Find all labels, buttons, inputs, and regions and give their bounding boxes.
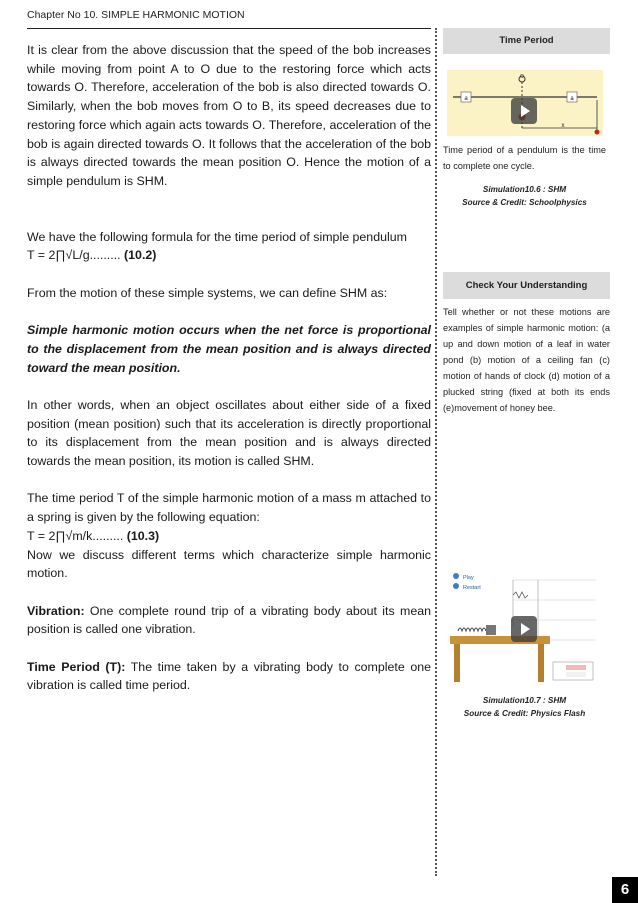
mean-position-label: O (520, 74, 524, 80)
paragraph-spring-intro: The time period T of the simple harmonic motion of a mass m attached to a spring is given by the following equation: (27, 491, 431, 525)
formula-spring-tag: (10.3) (126, 528, 160, 543)
time-period-title: Time Period (443, 28, 610, 54)
check-understanding-box (443, 272, 610, 416)
simulation-10-7-caption: Simulation10.7 : SHM (482, 696, 567, 705)
paragraph-pendulum-shm: It is clear from the above discussion that the speed of the bob increases while moving from point A to O due to the restoring force which acts towards O. Therefore, acceleration of the bob is also directed towards O. Similarly, when the bob moves from O to B, its speed decreases due to restoring force which again acts towards O. Therefore, acceleration of the bob is again directed towards O. It follows that the acceleration of the bob is always directed towards the mean position O. Hence the motion of a simple pendulum is SHM. (27, 43, 431, 188)
vibration-term: Vibration: (27, 603, 85, 618)
page-number: 6 (612, 877, 638, 903)
formula-spring (27, 527, 431, 546)
paragraph-formula-intro: We have the following formula for the time period of simple pendulum (27, 229, 407, 244)
paragraph-other-words: In other words, when an object oscillates about either side of a fixed position (mean position) such that its acceleration is directly proportional to its displacement from the mean position and is always directed towards the mean position, its motion is called SHM. (27, 397, 431, 469)
header-rule (27, 28, 431, 29)
play-label: Play (463, 575, 474, 581)
paragraph-define-intro: From the motion of these simple systems, we can define SHM as: (27, 285, 388, 300)
time-period-definition (27, 658, 431, 695)
simulation-10-6-credit: Source & Credit: Schoolphysics (462, 198, 587, 207)
time-period-text: Time period of a pendulum is the time to complete one cycle. (443, 145, 606, 171)
point-a-right-label: a (570, 96, 574, 102)
formula-pendulum (27, 246, 431, 265)
column-divider (435, 28, 437, 876)
paragraph-terms-intro: Now we discuss different terms which characterize simple harmonic motion. (27, 547, 431, 581)
check-understanding-text: Tell whether or not these motions are examples of simple harmonic motion: (a up and down motion of a leaf in water pond (b) motion of a ceiling fan (c) motion of hands of clock (d) motion of a plucked string (fixed at both its ends (e)movement of honey bee. (443, 307, 610, 413)
time-period-box (443, 28, 610, 207)
formula-spring-expr: T = 2∏√m/k......... (27, 528, 124, 543)
displacement-x-label: x (561, 123, 565, 129)
play-icon[interactable] (511, 616, 537, 642)
shm-definition: Simple harmonic motion occurs when the net force is proportional to the displacement from the mean position and is always directed toward the mean position. (27, 323, 431, 375)
vibration-text: One complete round trip of a vibrating body about its mean position is called one vibration. (27, 603, 431, 637)
formula-pendulum-tag: (10.2) (124, 248, 157, 263)
vibration-definition (27, 602, 431, 639)
spring-simulation[interactable] (448, 570, 598, 685)
time-period-term: Time Period (T): (27, 659, 126, 674)
simulation-10-6-caption: Simulation10.6 : SHM (482, 185, 567, 194)
formula-pendulum-expr: T = 2∏√L/g......... (27, 248, 121, 263)
pendulum-simulation[interactable] (447, 70, 603, 136)
point-a-left-label: a (464, 96, 468, 102)
check-understanding-title: Check Your Understanding (443, 272, 610, 299)
time-period-text: The time taken by a vibrating body to complete one vibration is called time period. (27, 659, 432, 693)
simulation-10-7-credit: Source & Credit: Physics Flash (463, 709, 586, 718)
chapter-header: Chapter No 10. SIMPLE HARMONIC MOTION (27, 9, 245, 21)
play-icon[interactable] (511, 98, 537, 124)
main-column (27, 41, 431, 695)
restart-label: Restart (463, 585, 481, 591)
